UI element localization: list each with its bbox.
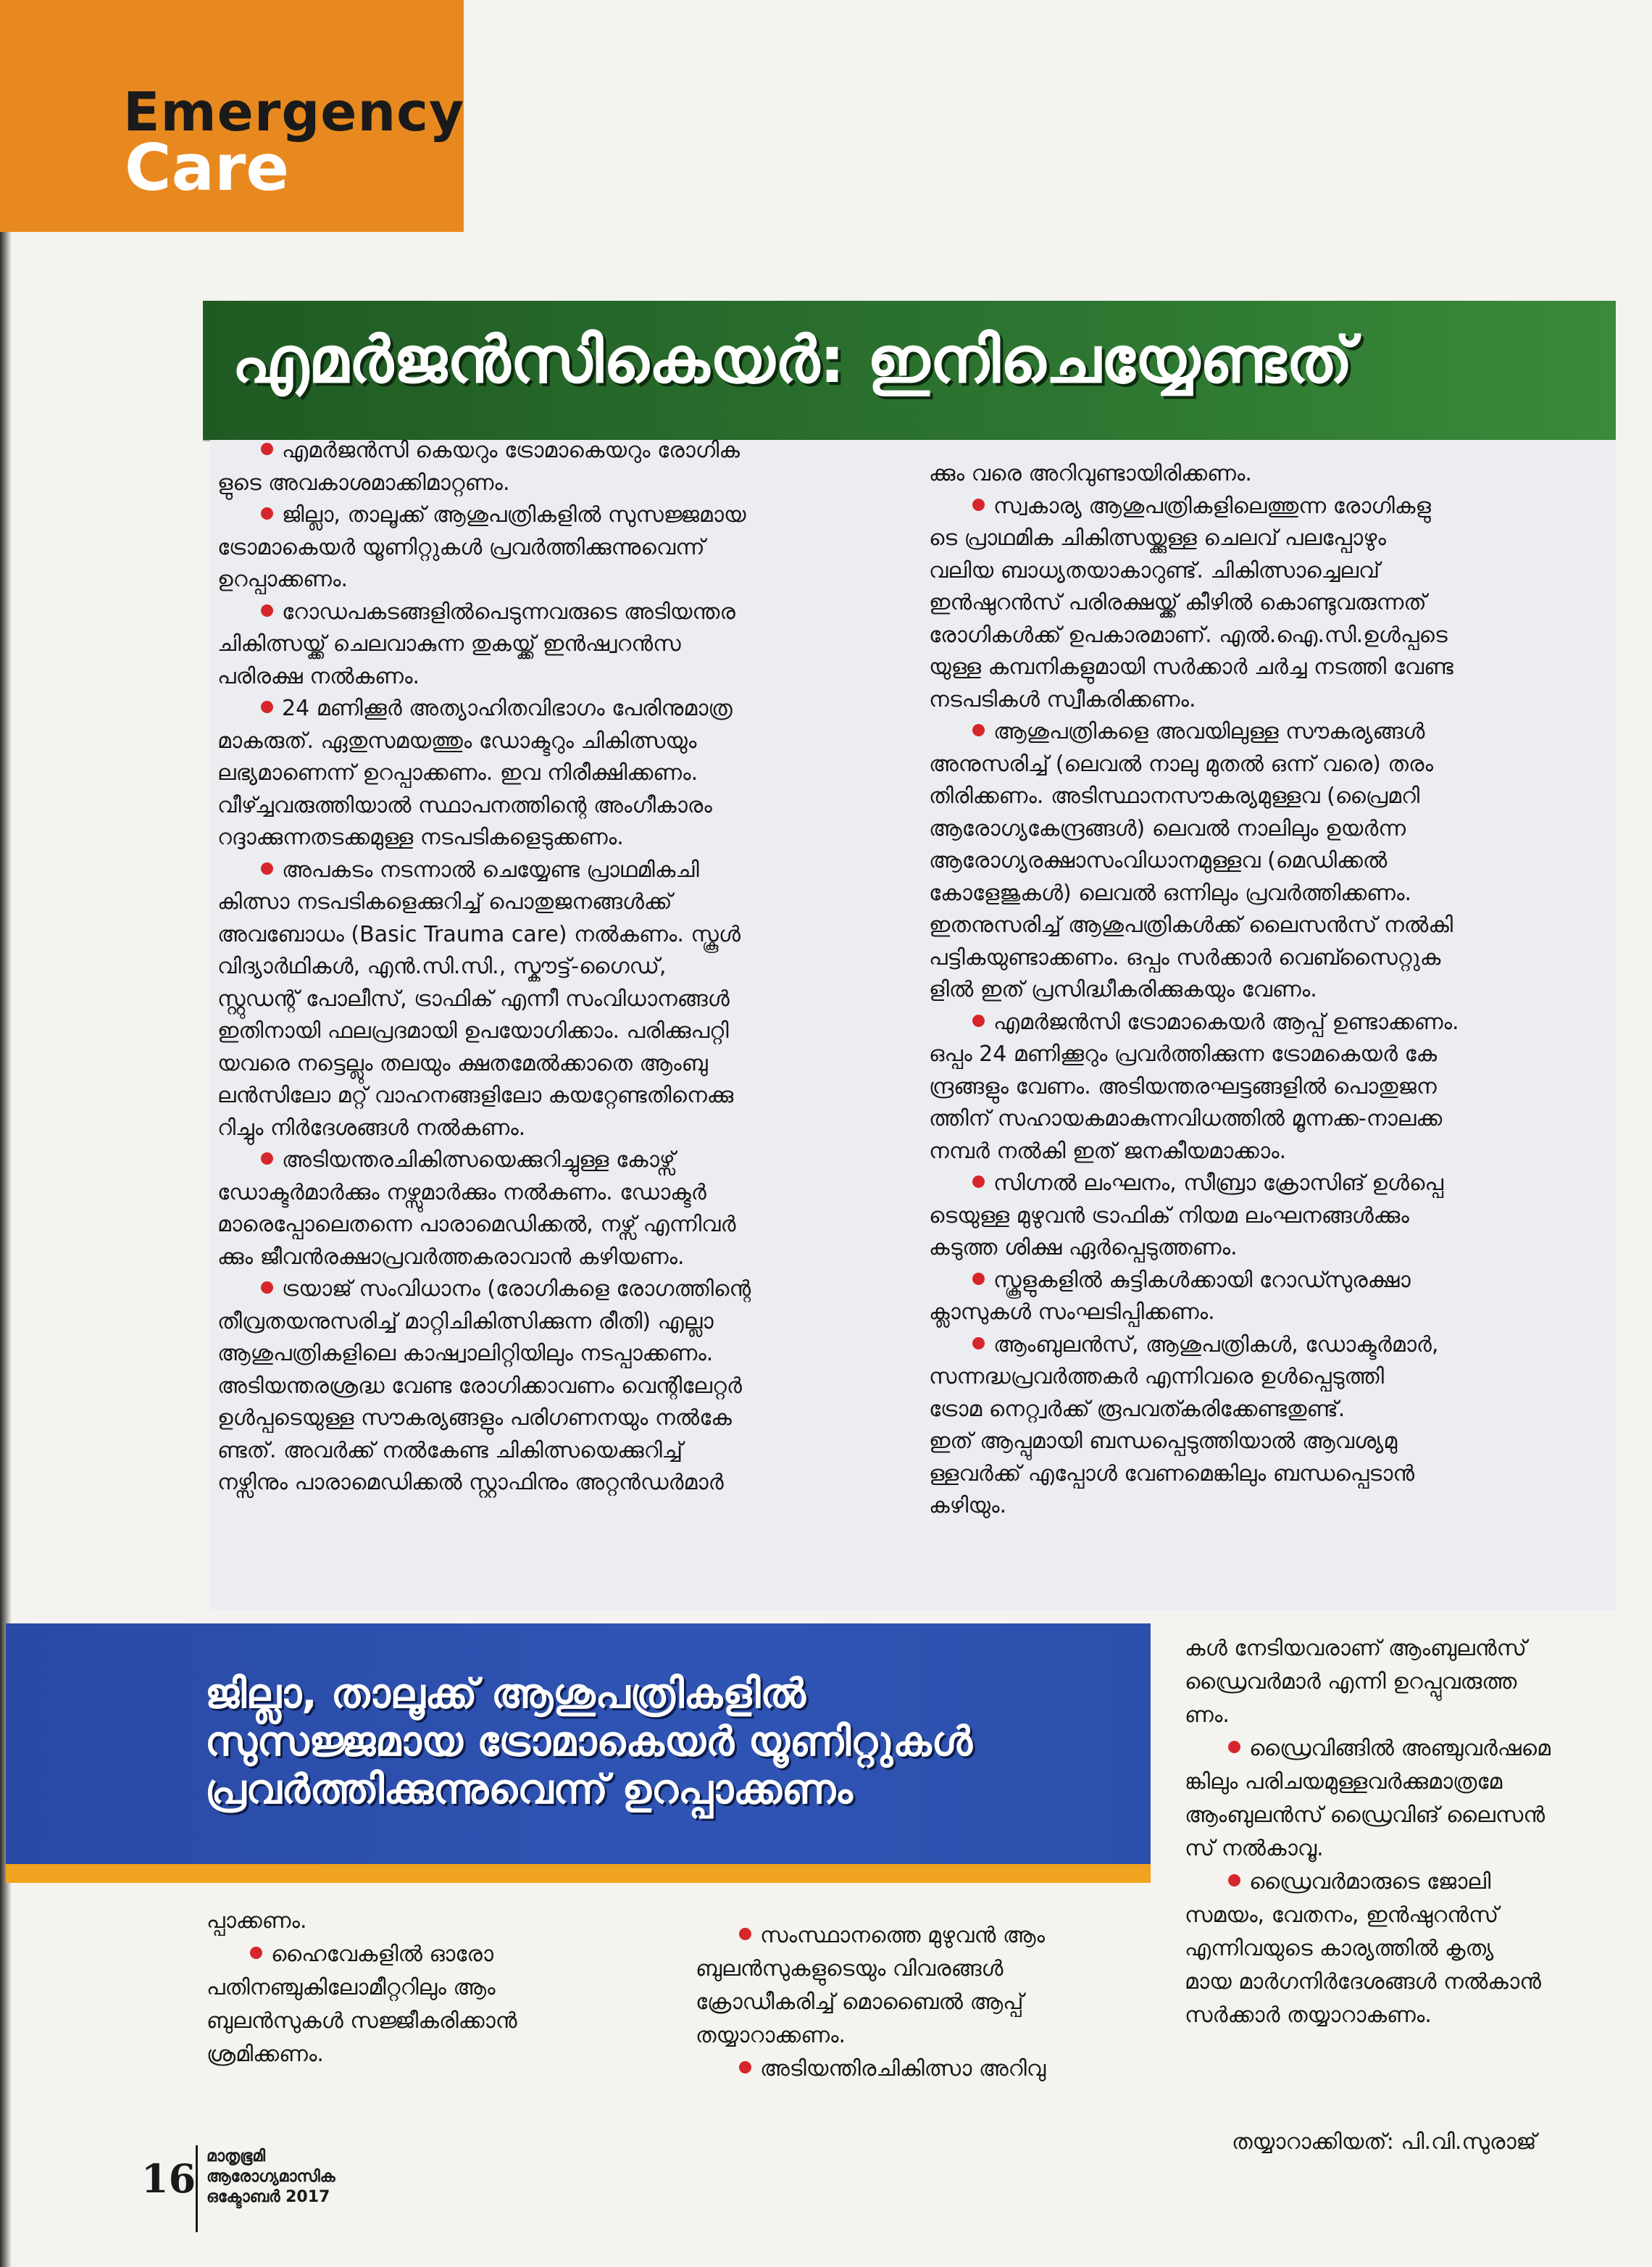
pull-quote-stripe	[6, 1864, 1151, 1883]
text-line-content: നഴ്സിനും പാരാമെഡിക്കൽ സ്റ്റാഫിനും അറ്റൻഡർമാർ	[217, 1470, 724, 1495]
text-line-content: ണം.	[1185, 1702, 1230, 1728]
text-line-content: 24 മണിക്കൂർ അത്യാഹിതവിഭാഗം പേരിനുമാത്ര	[282, 696, 733, 721]
text-line-content: മാരെപ്പോലെതന്നെ പാരാമെഡിക്കൽ, നഴ്സ് എന്നിവർ	[217, 1212, 736, 1237]
text-line	[929, 878, 1595, 910]
text-line	[929, 1490, 1595, 1523]
text-line-content: പട്ടികയുണ്ടാക്കണം. ഒപ്പം സർക്കാർ വെബ്സൈറ്റുക	[929, 944, 1441, 970]
text-line	[696, 1952, 1159, 1986]
text-line	[1185, 1665, 1619, 1699]
text-line-content: ള്ളവർക്ക് എപ്പോൾ വേണമെങ്കിലും ബന്ധപ്പെടാൻ	[929, 1460, 1415, 1486]
text-line	[929, 652, 1595, 684]
text-line-content: കടുത്ത ശിക്ഷ ഏർപ്പെടുത്തണം.	[929, 1235, 1238, 1260]
text-line-content: സ് നൽകാവൂ.	[1185, 1836, 1324, 1861]
text-line-content: സർക്കാർ തയ്യാറാകണം.	[1185, 2002, 1432, 2028]
text-line-content: അടിയന്തിരചികിത്സാ അറിവു	[760, 2056, 1046, 2081]
text-line	[217, 435, 913, 467]
text-line-content: ഡ്രൈവിങ്ങിൽ അഞ്ചുവർഷമെ	[1249, 1736, 1551, 1761]
text-line-content: സ്കൂളുകളിൽ കുട്ടികൾക്കായി റോഡ്സുരക്ഷാ	[993, 1267, 1411, 1293]
headline-banner	[203, 301, 1616, 440]
text-line	[929, 1232, 1595, 1265]
text-line-content: യവരെ നട്ടെല്ലും തലയും ക്ഷതമേൽക്കാതെ ആംബു	[217, 1050, 708, 1076]
text-line	[217, 564, 913, 596]
text-line-content: ആംബുലൻസ്, ആശുപത്രികൾ, ഡോക്ടർമാർ,	[993, 1331, 1439, 1357]
text-line	[929, 1329, 1595, 1362]
text-line-content: ആംബുലൻസ് ഡ്രൈവിങ് ലൈസൻ	[1185, 1802, 1545, 1828]
text-line-content: എമർജൻസി ട്രോമാകെയർ ആപ്പ് ഉണ്ടാക്കണം.	[993, 1009, 1459, 1035]
text-line	[929, 587, 1595, 620]
bullet-icon	[739, 1928, 751, 1940]
text-line	[217, 919, 913, 952]
text-line-content: ട്രോമാകെയർ യൂണിറ്റുകൾ പ്രവർത്തിക്കുന്നുവെന്ന്	[217, 534, 705, 560]
text-line	[217, 1402, 913, 1435]
text-line-content: ക്കും വരെ അറിവുണ്ടായിരിക്കണം.	[929, 461, 1252, 486]
text-line	[929, 942, 1595, 975]
text-line	[929, 1200, 1595, 1233]
text-line	[929, 684, 1595, 717]
text-line	[929, 845, 1595, 878]
text-line	[217, 886, 913, 919]
text-line	[217, 854, 913, 887]
text-line	[1185, 1999, 1619, 2032]
text-line-content: ഡോക്ടർമാർക്കും നഴ്സുമാർക്കും നൽകണം. ഡോക്ടർ	[217, 1179, 706, 1205]
text-line-content: കൾ നേടിയവരാണ് ആംബുലൻസ്	[1185, 1636, 1527, 1661]
text-line-content: ളിൽ ഇത് പ്രസിദ്ധീകരിക്കുകയും വേണം.	[929, 977, 1317, 1002]
text-line	[929, 910, 1595, 942]
text-line-content: അനുസരിച്ച് (ലെവൽ നാലു മുതൽ ഒന്ന് വരെ) തരം	[929, 751, 1434, 777]
text-line	[929, 1361, 1595, 1394]
bullet-icon	[972, 1015, 985, 1027]
text-line-content: പരിരക്ഷ നൽകണം.	[217, 663, 420, 689]
magazine-line: ആരോഗ്യമാസിക	[206, 2168, 335, 2186]
magazine-line: ഒക്ടോബർ 2017	[206, 2188, 330, 2206]
section-label	[123, 81, 465, 206]
bullet-icon	[261, 443, 273, 455]
text-line	[217, 1273, 913, 1306]
text-line	[217, 1177, 913, 1210]
text-line	[217, 1435, 913, 1468]
text-line	[929, 813, 1595, 846]
bullet-icon	[739, 2061, 751, 2073]
text-line-content: ഡ്രൈവർമാരുടെ ജോലി	[1249, 1869, 1491, 1894]
text-line-content: ലൻസിലോ മറ്റ് വാഹനങ്ങളിലോ കയറ്റേണ്ടതിനെക്കു	[217, 1083, 734, 1108]
text-line-content: ചികിത്സയ്ക്ക് ചെലവാകുന്ന തുകയ്ക്ക് ഇൻഷ്വറൻസ	[217, 631, 681, 657]
text-line-content: അവബോധം (Basic Trauma care) നൽകണം. സ്കൂൾ	[217, 921, 741, 947]
text-line	[217, 757, 913, 790]
text-line-content: ടെ പ്രാഥമിക ചികിത്സയ്ക്കുള്ള ചെലവ് പലപ്പോഴും	[929, 525, 1386, 551]
text-line-content: ഉറപ്പാക്കണം.	[217, 567, 348, 592]
text-line	[1185, 1799, 1619, 1832]
text-line-content: വീഴ്ച്ചവരുത്തിയാൽ സ്ഥാപനത്തിന്റെ അംഗീകാരം	[217, 792, 712, 818]
text-line	[206, 1938, 670, 1971]
bullet-icon	[972, 1337, 985, 1349]
text-line	[929, 1103, 1595, 1136]
bottom-column-1	[206, 1905, 670, 2071]
text-line	[929, 1297, 1595, 1329]
text-line	[206, 1971, 670, 2005]
text-line	[217, 1209, 913, 1241]
bullet-icon	[972, 499, 985, 511]
text-line	[217, 790, 913, 823]
text-line	[696, 2052, 1159, 2086]
page-number: 16	[141, 2155, 196, 2202]
text-line	[217, 951, 913, 983]
text-line	[929, 749, 1595, 781]
text-line-content: ലഭ്യമാണെന്ന് ഉറപ്പാക്കണം. ഇവ നിരീക്ഷിക്കണം.	[217, 760, 698, 786]
footer-divider	[196, 2145, 198, 2232]
text-line-content: ജില്ലാ, താലൂക്ക് ആശുപത്രികളിൽ സുസജ്ജമായ	[282, 502, 746, 528]
text-line	[217, 693, 913, 725]
text-line-content: ആരോഗ്യകേന്ദ്രങ്ങൾ) ലെവൽ നാലിലും ഉയർന്ന	[929, 815, 1406, 841]
text-line-content: ങ്കിലും പരിചയമുള്ളവർക്കുമാത്രമേ	[1185, 1769, 1503, 1794]
bullet-icon	[972, 724, 985, 736]
text-line	[696, 2019, 1159, 2052]
bullet-icon	[261, 604, 273, 617]
text-line	[217, 1112, 913, 1145]
text-line-content: ആശുപത്രികളെ അവയിലുള്ള സൗകര്യങ്ങൾ	[993, 719, 1425, 744]
text-line	[217, 1241, 913, 1274]
text-line	[929, 974, 1595, 1007]
text-line-content: നമ്പർ നൽകി ഇത് ജനകീയമാക്കാം.	[929, 1138, 1287, 1164]
magazine-name	[206, 2147, 335, 2208]
text-line	[929, 1458, 1595, 1491]
page-edge-shadow	[0, 0, 12, 2267]
bullet-icon	[250, 1947, 262, 1959]
pull-quote-line: ജില്ലാ, താലൂക്ക് ആശുപത്രികളിൽ	[205, 1671, 806, 1718]
bottom-column-2	[696, 1919, 1159, 2086]
text-line-content: ആരോഗ്യരക്ഷാസംവിധാനമുള്ളവ (മെഡിക്കൽ	[929, 848, 1388, 873]
text-line	[217, 1080, 913, 1112]
text-line	[1185, 1899, 1619, 1932]
article-headline: എമർജൻസികെയർ: ഇനിചെയ്യേണ്ടത്	[232, 323, 1353, 397]
text-line	[1185, 1865, 1619, 1899]
magazine-line: മാതൃഭൂമി	[206, 2147, 266, 2166]
text-line-content: സംസ്ഥാനത്തെ മുഴുവൻ ആം	[760, 1923, 1046, 1948]
text-line	[206, 2005, 670, 2038]
text-line	[217, 596, 913, 629]
text-line-content: എമർജൻസി കെയറും ട്രോമാകെയറും രോഗിക	[282, 438, 740, 463]
bottom-column-3	[1185, 1632, 1619, 2032]
text-line	[929, 1265, 1595, 1297]
text-line-content: സ്വകാര്യ ആശുപത്രികളിലെത്തുന്ന രോഗികളു	[993, 493, 1431, 519]
text-line-content: സിഗ്നൽ ലംഘനം, സീബ്രാ ക്രോസിങ് ഉൾപ്പെ	[993, 1170, 1444, 1196]
pull-quote-box	[6, 1623, 1151, 1870]
bullet-icon	[972, 1176, 985, 1188]
text-line	[929, 1071, 1595, 1104]
text-line	[929, 523, 1595, 555]
text-line-content: മാകരുത്. ഏതുസമയത്തും ഡോക്ടറും ചികിത്സയും	[217, 728, 697, 754]
text-line-content: ത്തിന് സഹായകമാകുന്നവിധത്തിൽ മൂന്നക്ക-നാലക്ക	[929, 1106, 1443, 1131]
text-line-content: അപകടം നടന്നാൽ ചെയ്യേണ്ട പ്രാഥമികചി	[282, 857, 699, 883]
text-line-content: കിത്സാ നടപടികളെക്കുറിച്ച് പൊതുജനങ്ങൾക്ക്	[217, 889, 672, 915]
text-line	[1185, 1765, 1619, 1799]
text-line	[217, 661, 913, 694]
text-line	[217, 1306, 913, 1339]
text-line-content: ഡ്രൈവർമാർ എന്നി ഉറപ്പുവരുത്ത	[1185, 1669, 1517, 1694]
text-line	[929, 1394, 1595, 1426]
text-line-content: തയ്യാറാക്കണം.	[696, 2023, 846, 2048]
text-line	[206, 2038, 670, 2071]
text-line	[929, 491, 1595, 523]
pull-quote-line: സുസജ്ജമായ ട്രോമാകെയർ യൂണിറ്റുകൾ	[205, 1718, 972, 1765]
text-line	[696, 1919, 1159, 1952]
text-line	[217, 628, 913, 661]
bullet-icon	[261, 701, 273, 713]
text-line	[217, 1048, 913, 1081]
text-line-content: രോഗികൾക്ക് ഉപകാരമാണ്. എൽ.ഐ.സി.ഉൾപ്പടെ	[929, 622, 1448, 648]
text-line	[217, 1338, 913, 1370]
section-label-line1: Emergency	[123, 81, 465, 143]
text-line-content: വിദ്യാർഥികൾ, എൻ.സി.സി., സ്കൗട്ട്-ഗൈഡ്,	[217, 954, 667, 979]
text-line-content: റിച്ചും നിർദേശങ്ങൾ നൽകണം.	[217, 1115, 526, 1141]
text-line-content: ഇൻഷുറൻസ് പരിരക്ഷയ്ക്ക് കീഴിൽ കൊണ്ടുവരുന്നത്	[929, 590, 1427, 615]
text-line	[217, 725, 913, 758]
text-line	[929, 1426, 1595, 1458]
text-line-content: ക്രോഡീകരിച്ച് മൊബൈൽ ആപ്പ്	[696, 1989, 1024, 2015]
text-line	[217, 822, 913, 854]
text-line	[1185, 1966, 1619, 1999]
text-line	[217, 1467, 913, 1499]
text-line-content: സ്റ്റുഡന്റ് പോലീസ്, ട്രാഫിക് എന്നീ സംവിധാനങ്ങൾ	[217, 986, 730, 1012]
article-column-right	[929, 458, 1595, 1523]
text-line	[217, 1370, 913, 1403]
text-line	[929, 620, 1595, 652]
text-line	[929, 781, 1595, 813]
text-line	[929, 555, 1595, 588]
text-line-content: ടെയുള്ള മുഴുവൻ ട്രാഫിക് നിയമ ലംഘനങ്ങൾക്കും	[929, 1202, 1409, 1228]
text-line-content: കഴിയും.	[929, 1493, 1007, 1518]
text-line	[929, 1136, 1595, 1168]
text-line	[217, 532, 913, 565]
text-line-content: അടിയന്തരചികിത്സയെക്കുറിച്ചുള്ള കോഴ്സ്	[282, 1147, 675, 1173]
text-line-content: സന്നദ്ധപ്രവർത്തകർ എന്നിവരെ ഉൾപ്പെടുത്തി	[929, 1364, 1385, 1389]
text-line-content: ബുലൻസുകളുടെയും വിവരങ്ങൾ	[696, 1956, 1004, 1981]
bullet-icon	[1228, 1741, 1240, 1753]
pull-quote-text	[205, 1671, 1132, 1814]
text-line-content: തീവ്രതയനുസരിച്ച് മാറ്റിചികിത്സിക്കുന്ന രീതി) എല്ലാ	[217, 1308, 714, 1334]
text-line-content: യുള്ള കമ്പനികളുമായി സർക്കാർ ചർച്ച നടത്തി വേണ്ട	[929, 654, 1453, 680]
text-line-content: സമയം, വേതനം, ഇൻഷുറൻസ്	[1185, 1902, 1499, 1928]
text-line	[206, 1905, 670, 1938]
text-line-content: ക്ലാസുകൾ സംഘടിപ്പിക്കണം.	[929, 1299, 1215, 1325]
text-line-content: കോളേജുകൾ) ലെവൽ ഒന്നിലും പ്രവർത്തിക്കണം.	[929, 880, 1412, 906]
text-line-content: നടപടികൾ സ്വീകരിക്കണം.	[929, 686, 1196, 712]
text-line-content: ശ്രമിക്കണം.	[206, 2042, 324, 2067]
bullet-icon	[261, 507, 273, 520]
text-line	[217, 983, 913, 1016]
text-line-content: റദ്ദാക്കുന്നതടക്കമുള്ള നടപടികളെടുക്കണം.	[217, 825, 624, 850]
section-label-line2: Care	[125, 130, 290, 206]
text-line	[1185, 1732, 1619, 1765]
bullet-icon	[261, 862, 273, 875]
text-line-content: മായ മാർഗനിർദേശങ്ങൾ നൽകാൻ	[1185, 1969, 1541, 1994]
text-line-content: ഇത് ആപ്പുമായി ബന്ധപ്പെടുത്തിയാൽ ആവശ്യമു	[929, 1428, 1398, 1454]
text-line-content: അടിയന്തരശ്രദ്ധ വേണ്ട രോഗിക്കാവണം വെന്റിലേറ്റർ	[217, 1373, 742, 1399]
text-line	[1185, 1699, 1619, 1732]
text-line	[1185, 1932, 1619, 1966]
text-line-content: ഹൈവേകളിൽ ഓരോ	[271, 1942, 493, 1967]
text-line	[929, 458, 1595, 491]
pull-quote-line: പ്രവർത്തിക്കുന്നുവെന്ന് ഉറപ്പാക്കണം	[205, 1766, 853, 1813]
text-line-content: വലിയ ബാധ്യതയാകാറുണ്ട്. ചികിത്സാച്ചെലവ്	[929, 557, 1380, 583]
bullet-icon	[1228, 1874, 1240, 1887]
text-line	[929, 716, 1595, 749]
text-line-content: പതിനഞ്ചുകിലോമീറ്ററിലും ആം	[206, 1975, 496, 2000]
text-line-content: റോഡപകടങ്ങളിൽപെടുന്നവരുടെ അടിയന്തര	[282, 599, 735, 625]
text-line-content: ഇതിനായി ഫലപ്രദമായി ഉപയോഗിക്കാം. പരിക്കുപറ്റി	[217, 1018, 729, 1044]
text-line-content: ണ്ടത്. അവർക്ക് നൽകേണ്ട ചികിത്സയെക്കുറിച്ച്	[217, 1437, 683, 1463]
text-line	[696, 1986, 1159, 2019]
article-column-left	[217, 435, 913, 1499]
text-line	[217, 1144, 913, 1177]
text-line	[1185, 1632, 1619, 1665]
text-line-content: ഇതനുസരിച്ച് ആശുപത്രികൾക്ക് ലൈസൻസ് നൽകി	[929, 912, 1453, 938]
text-line-content: എന്നിവയുടെ കാര്യത്തിൽ കൃത്യ	[1185, 1936, 1494, 1961]
bullet-icon	[261, 1281, 273, 1294]
text-line-content: തിരിക്കണം. അടിസ്ഥാനസൗകര്യമുള്ളവ (പ്രൈമറി	[929, 783, 1420, 809]
text-line-content: ബുലൻസുകൾ സജ്ജീകരിക്കാൻ	[206, 2008, 517, 2034]
text-line-content: ആശുപത്രികളിലെ കാഷ്വാലിറ്റിയിലും നടപ്പാക്കണം.	[217, 1341, 714, 1366]
bullet-icon	[261, 1152, 273, 1165]
text-line	[929, 1168, 1595, 1200]
text-line-content: ളുടെ അവകാശമാക്കിമാറ്റണം.	[217, 470, 510, 496]
text-line-content: ഉൾപ്പടെയുള്ള സൗകര്യങ്ങളും പരിഗണനയും നൽകേ	[217, 1405, 732, 1431]
text-line	[217, 467, 913, 500]
text-line-content: ക്കും ജീവൻരക്ഷാപ്രവർത്തകരാവാൻ കഴിയണം.	[217, 1244, 685, 1270]
text-line	[929, 1039, 1595, 1071]
text-line-content: പ്പാക്കണം.	[206, 1908, 307, 1934]
bullet-icon	[972, 1273, 985, 1285]
text-line-content: ട്രോമ നെറ്റ്വർക്ക് രൂപവത്കരിക്കേണ്ടതുണ്ട്.	[929, 1396, 1346, 1422]
text-line-content: ഒപ്പം 24 മണിക്കൂറും പ്രവർത്തിക്കുന്ന ട്രോമകെയർ കേ	[929, 1041, 1438, 1067]
text-line	[217, 1015, 913, 1048]
text-line-content: ന്ദ്രങ്ങളും വേണം. അടിയന്തരഘട്ടങ്ങളിൽ പൊതുജന	[929, 1073, 1437, 1099]
text-line	[217, 499, 913, 532]
author-credit: തയ്യാറാക്കിയത്: പി.വി.സുരാജ്	[1232, 2129, 1537, 2155]
text-line	[1185, 1832, 1619, 1865]
text-line-content: ട്രയാജ് സംവിധാനം (രോഗികളെ രോഗത്തിന്റെ	[282, 1276, 751, 1302]
text-line	[929, 1007, 1595, 1039]
